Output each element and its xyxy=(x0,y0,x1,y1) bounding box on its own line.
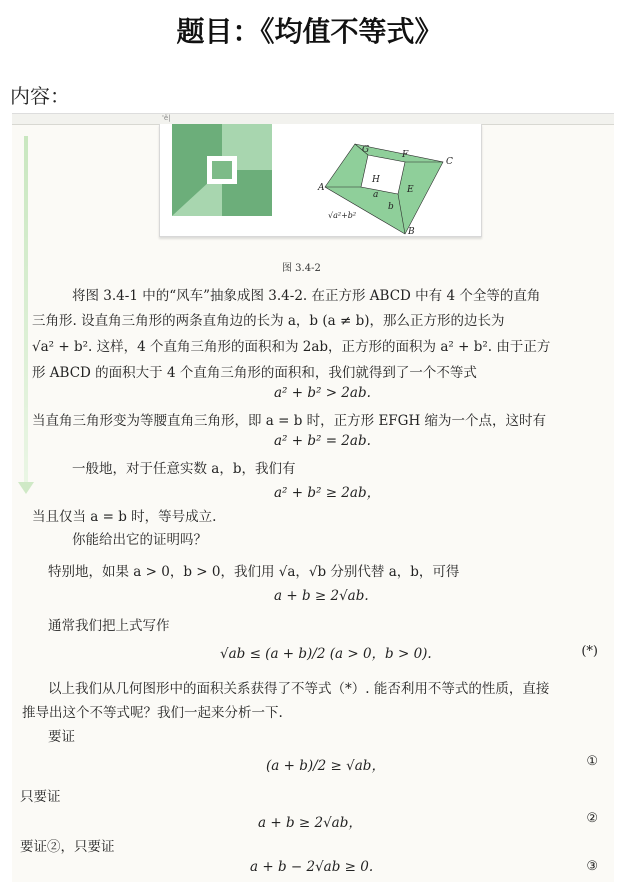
figure-box xyxy=(159,124,482,237)
formula-8-tag: ③ xyxy=(586,859,598,874)
label-f: F xyxy=(402,150,409,160)
label-a-point: A xyxy=(318,183,325,193)
label-h: H xyxy=(372,175,380,185)
formula-5: √ab ≤ (a + b)/2 (a > 0，b > 0). xyxy=(220,646,432,662)
para-5: 当直角三角形变为等腰直角三角形，即 a = b 时，正方形 EFGH 缩为一个点，这时有 xyxy=(32,413,547,429)
para-10: 通常我们把上式写作 xyxy=(48,618,170,634)
para-7: 当且仅当 a = b 时，等号成立. xyxy=(32,509,217,525)
formula-4: a + b ≥ 2√ab. xyxy=(274,588,369,604)
para-3: √a² + b². 这样，4 个直角三角形的面积和为 2ab，正方形的面积为 a² + b². 由于正方 xyxy=(32,339,551,355)
figure-diagram xyxy=(160,124,481,236)
formula-3: a² + b² ≥ 2ab， xyxy=(274,485,381,501)
square-efgh xyxy=(361,155,405,194)
para-6: 一般地，对于任意实数 a，b，我们有 xyxy=(72,461,296,477)
formula-6-tag: ① xyxy=(586,754,598,769)
formula-7: a + b ≥ 2√ab， xyxy=(258,815,362,831)
para-12: 推导出这个不等式呢？我们一起来分析一下. xyxy=(22,705,283,721)
para-14: 只要证 xyxy=(20,789,61,805)
margin-arrow-icon xyxy=(18,482,34,494)
ruler-mark: 'ĕ| xyxy=(162,114,171,122)
content-label: 内容： xyxy=(10,84,70,108)
formula-1: a² + b² > 2ab. xyxy=(274,385,371,401)
para-9: 特别地，如果 a > 0，b > 0，我们用 √a，√b 分别代替 a，b，可得 xyxy=(48,564,460,580)
label-a-side: a xyxy=(373,190,379,200)
para-8: 你能给出它的证明吗？ xyxy=(72,532,207,548)
margin-marker xyxy=(24,136,28,486)
figure-caption: 图 3.4-2 xyxy=(282,263,321,274)
formula-8: a + b − 2√ab ≥ 0. xyxy=(250,859,374,875)
label-c: C xyxy=(446,157,453,167)
para-4: 形 ABCD 的面积大于 4 个直角三角形的面积和，我们就得到了一个不等式 xyxy=(32,365,477,381)
page-title: 题目：《均值不等式》 xyxy=(176,15,443,48)
para-2: 三角形. 设直角三角形的两条直角边的长为 a，b (a ≠ b)，那么正方形的边长为 xyxy=(32,313,505,329)
label-e: E xyxy=(407,185,414,195)
formula-5-tag: (*) xyxy=(581,644,598,659)
formula-7-tag: ② xyxy=(586,811,598,826)
formula-2: a² + b² = 2ab. xyxy=(274,433,371,449)
label-g: G xyxy=(362,145,370,155)
para-1: 将图 3.4-1 中的“风车”抽象成图 3.4-2. 在正方形 ABCD 中有 4 个全等的直角 xyxy=(72,288,541,304)
formula-6: (a + b)/2 ≥ √ab， xyxy=(266,758,385,774)
label-b-side: b xyxy=(388,202,394,212)
label-b-point: B xyxy=(408,227,415,236)
para-13: 要证 xyxy=(48,729,75,745)
label-side-length: √a²+b² xyxy=(328,211,357,220)
para-15: 要证②，只要证 xyxy=(20,839,115,855)
scanned-page xyxy=(12,113,614,882)
para-11: 以上我们从几何图形中的面积关系获得了不等式（*）. 能否利用不等式的性质，直接 xyxy=(48,681,550,697)
